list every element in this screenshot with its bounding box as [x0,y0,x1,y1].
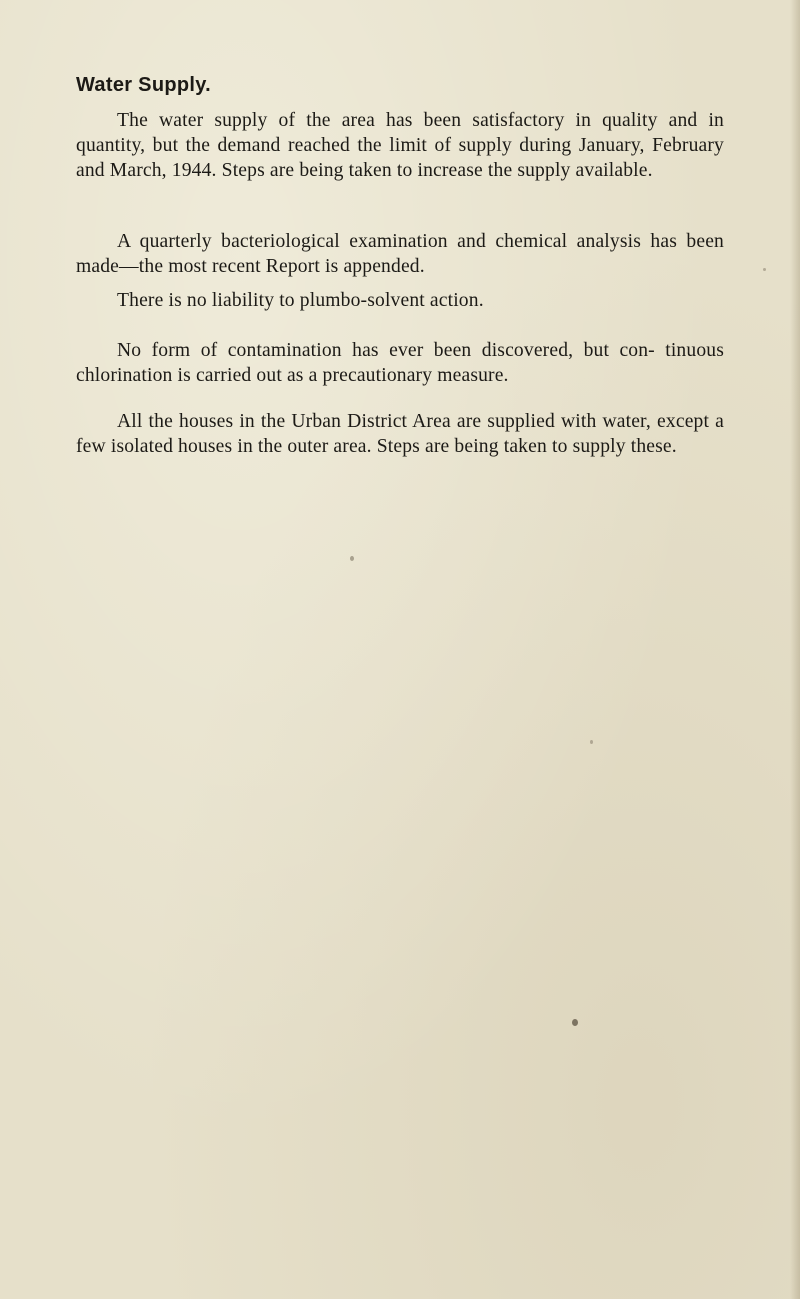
paragraph-contamination-chlorination: No form of contamination has ever been discovered, but con- tinuous chlorination is carried out as a precautionary measure. [76,340,724,386]
paragraph-houses-supplied: All the houses in the Urban District Area are supplied with water, except a few isolated houses in the outer area. Steps are being taken to supply these. [76,411,724,457]
paragraph-bacteriological-examination: A quarterly bacteriological examination and chemical analysis has been made—the most recent Report is appended. [76,231,724,277]
paragraph-water-supply-quality: The water supply of the area has been satisfactory in quality and in quantity, but the demand reached the limit of supply during January, February and March, 1944. Steps are being taken to increase the supply available. [76,110,724,181]
page-edge-shadow [790,0,800,1299]
section-heading: Water Supply. [76,74,212,96]
paper-speck [572,1019,578,1026]
paragraph-plumbo-solvent-action: There is no liability to plumbo-solvent action. [117,290,484,311]
paper-speck [350,556,354,561]
paper-speck [590,740,593,744]
paper-speck [763,268,766,271]
